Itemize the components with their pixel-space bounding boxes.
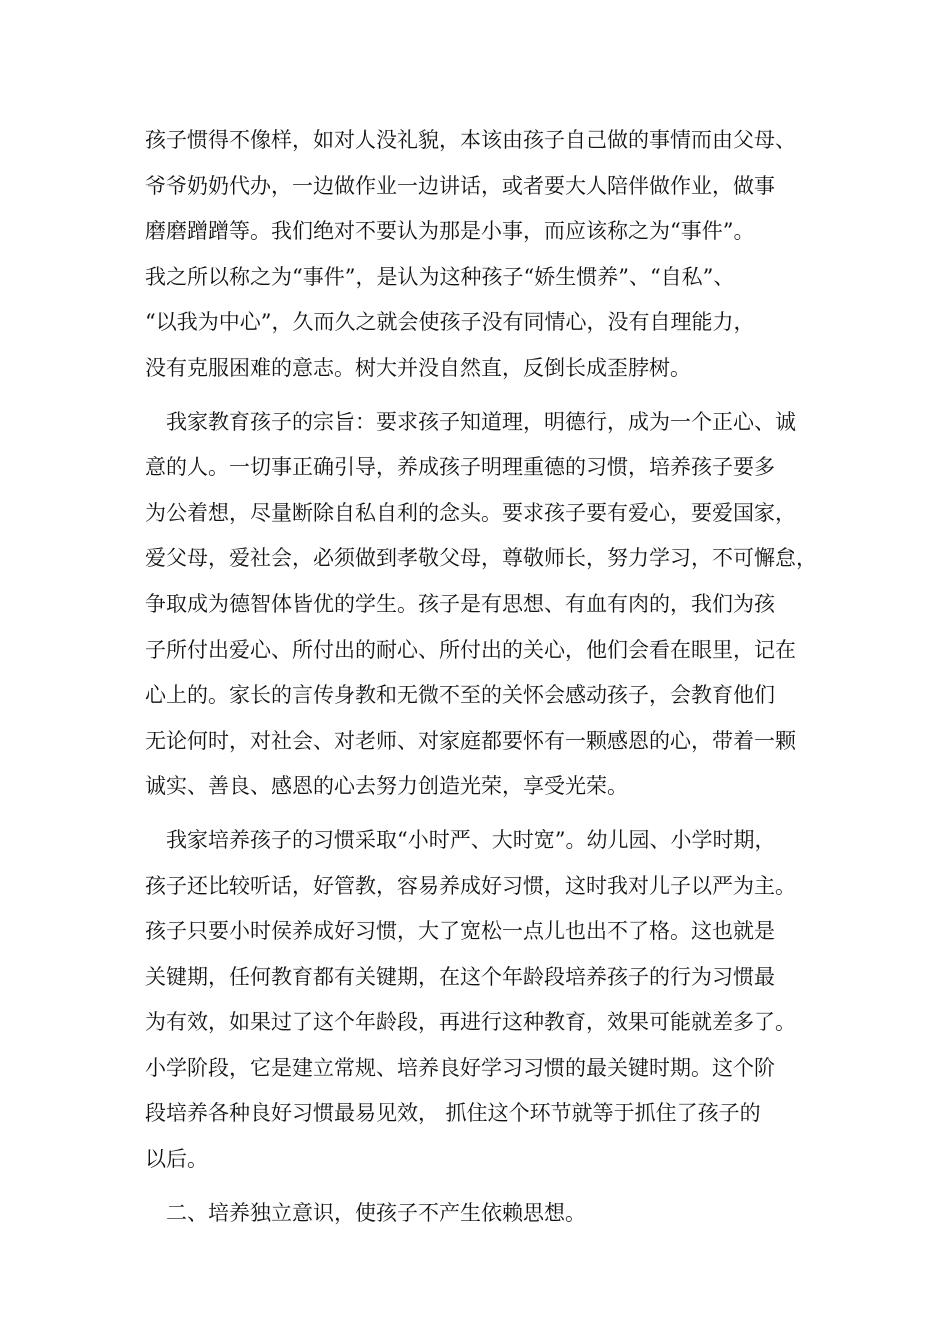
paragraph-1-line: 磨磨蹭蹭等。我们绝对不要认为那是小事，而应该称之为“事件”。 <box>145 219 755 244</box>
paragraph-3-line: 小学阶段，它是建立常规、培养良好学习习惯的最关键时期。这个阶 <box>145 1055 775 1080</box>
paragraph-1-line: 爷爷奶奶代办，一边做作业一边讲话，或者要大人陪伴做作业，做事 <box>145 173 775 198</box>
section-heading: 二、培养独立意识，使孩子不产生依赖思想。 <box>166 1200 586 1225</box>
paragraph-gap <box>145 392 825 400</box>
paragraph-3-line: 孩子只要小时侯养成好习惯，大了宽松一点儿也出不了格。这也就是 <box>145 919 775 944</box>
paragraph-3-line: 孩子还比较听话，好管教，容易养成好习惯，这时我对儿子以严为主。 <box>145 873 796 898</box>
paragraph-2-line: 意的人。一切事正确引导，养成孩子明理重德的习惯，培养孩子要多 <box>145 455 775 480</box>
paragraph-1 <box>145 118 825 392</box>
paragraph-2-line: 子所付出爱心、所付出的耐心、所付出的关心，他们会看在眼里，记在 <box>145 637 796 662</box>
paragraph-2-line: 爱父母，爱社会，必须做到孝敬父母，尊敬师长，努力学习，不可懈怠， <box>145 546 817 571</box>
paragraph-3-line: 我家培养孩子的习惯采取“小时严、大时宽”。幼儿园、小学时期， <box>166 827 776 852</box>
paragraph-1-line: 没有克服困难的意志。树大并没自然直，反倒长成歪脖树。 <box>145 355 691 380</box>
paragraph-3-line: 关键期，任何教育都有关键期，在这个年龄段培养孩子的行为习惯最 <box>145 964 775 989</box>
paragraph-1-line: 我之所以称之为“事件”，是认为这种孩子“娇生惯养”、“自私”、 <box>145 264 735 289</box>
paragraph-1-line: “以我为中心”，久而久之就会使孩子没有同情心，没有自理能力， <box>145 310 755 335</box>
paragraph-2 <box>145 400 825 810</box>
paragraph-2-line: 诚实、善良、感恩的心去努力创造光荣，享受光荣。 <box>145 774 628 799</box>
paragraph-2-line: 心上的。家长的言传身教和无微不至的关怀会感动孩子，会教育他们 <box>145 683 775 708</box>
paragraph-3-line: 以后。 <box>145 1147 208 1172</box>
paragraph-1-line: 孩子惯得不像样，如对人没礼貌，本该由孩子自己做的事情而由父母、 <box>145 128 796 152</box>
paragraph-gap <box>145 1183 825 1191</box>
paragraph-3-line: 段培养各种良好习惯最易见效， 抓住这个环节就等于抓住了孩子的 <box>145 1101 761 1126</box>
paragraph-2-line: 为公着想，尽量断除自私自利的念头。要求孩子要有爱心，要爱国家， <box>145 500 796 525</box>
paragraph-2-line: 我家教育孩子的宗旨：要求孩子知道理，明德行，成为一个正心、诚 <box>166 409 796 434</box>
paragraph-3-line: 为有效，如果过了这个年龄段，再进行这种教育，效果可能就差多了。 <box>145 1010 796 1035</box>
document-body <box>145 118 825 1236</box>
paragraph-2-line: 争取成为德智体皆优的学生。孩子是有思想、有血有肉的，我们为孩 <box>145 591 775 616</box>
paragraph-3 <box>145 818 825 1183</box>
paragraph-gap <box>145 810 825 818</box>
paragraph-2-line: 无论何时，对社会、对老师、对家庭都要怀有一颗感恩的心，带着一颗 <box>145 728 796 753</box>
